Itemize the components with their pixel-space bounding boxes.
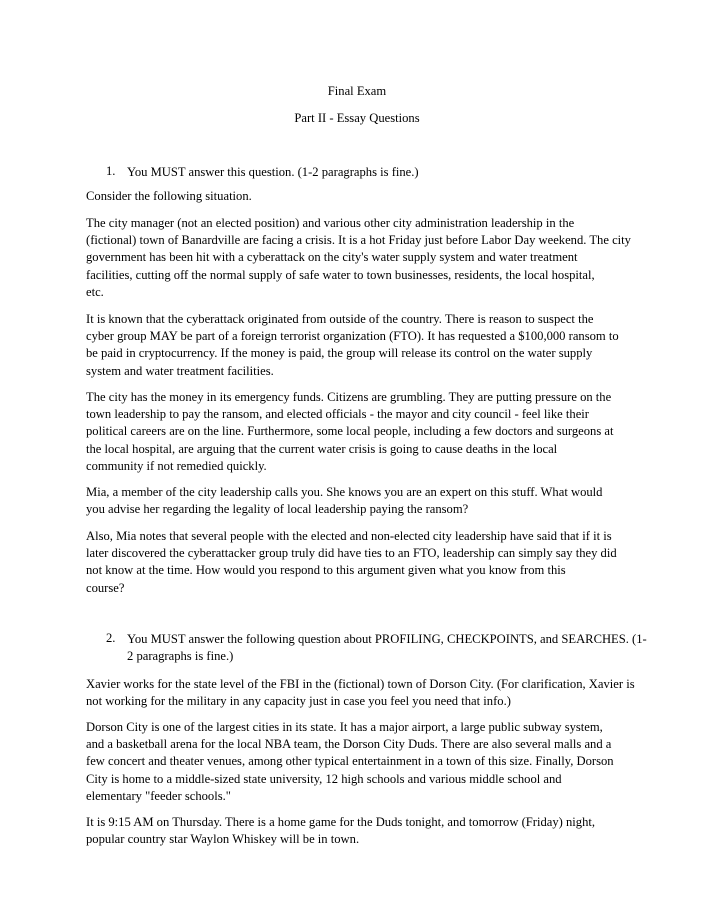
text-line: It is 9:15 AM on Thursday. There is a home game for the Duds tonight, and tomorrow (Friday) night, [86,815,596,829]
exam-subtitle: Part II - Essay Questions [294,111,420,125]
text-line: You MUST answer the following question about PROFILING, CHECKPOINTS, and SEARCHES. (1- [127,632,647,646]
text-line: etc. [86,284,104,299]
text-line: Dorson City is one of the largest cities in its state. It has a major airport, a large public subway system, [86,720,603,734]
text-line: You MUST answer this question. (1-2 paragraphs is fine.) [127,165,419,179]
text-line: not know at the time. How would you respond to this argument given what you know from this [86,563,566,578]
text-line: (fictional) town of Banardville are facing a crisis. It is a hot Friday just before Labor Day weekend. The city [86,233,631,248]
text-line: facilities, cutting off the normal supply of safe water to town businesses, residents, the local hospital, [86,267,595,282]
text-line: government has been hit with a cyberattack on the city's water supply system and water treatment [86,250,578,265]
text-line: course? [86,580,125,595]
text-line: Consider the following situation. [86,189,252,203]
text-line: Xavier works for the state level of the FBI in the (fictional) town of Dorson City. (For clarification, Xavier is [86,677,635,691]
text-line: 2 paragraphs is fine.) [127,649,234,664]
text-line: later discovered the cyberattacker group truly did have ties to an FTO, leadership can simply say they did [86,546,617,561]
text-line: not working for the military in any capacity just in case you feel you need that info.) [86,694,511,709]
paragraph [86,719,614,805]
text-line: Mia, a member of the city leadership calls you. She knows you are an expert on this stuff. What would [86,485,603,499]
text-line: City is home to a middle-sized state university, 12 high schools and various middle school and [86,771,562,786]
text-line: elementary "feeder schools." [86,788,231,803]
text-line: system and water treatment facilities. [86,363,274,378]
text-line: you advise her regarding the legality of local leadership paying the ransom? [86,502,469,517]
text-line: popular country star Waylon Whiskey will be in town. [86,832,360,847]
text-line: and a basketball arena for the local NBA team, the Dorson City Duds. There are also several malls and a [86,737,612,752]
question-1-number: 1. [106,164,116,178]
paragraph [86,484,602,518]
text-line: be paid in cryptocurrency. If the money is paid, the group will release its control on the water supply [86,346,593,361]
text-line: It is known that the cyberattack originated from outside of the country. There is reason to suspect the [86,312,594,326]
text-line: few concert and theater venues, among other typical entertainment in a town of this size. Finally, Dorson [86,754,614,769]
text-line: The city manager (not an elected position) and various other city administration leadership in the [86,216,575,230]
paragraph [86,311,619,380]
paragraph [86,676,635,710]
paragraph [86,814,595,848]
text-line: political careers are on the line. Furthermore, some local people, including a few doctors and surgeons at [86,424,614,439]
text-line: town leadership to pay the ransom, and elected officials - the mayor and city council - feel like their [86,407,589,422]
paragraph [86,188,252,205]
question-1-prompt [127,164,419,181]
exam-title: Final Exam [327,84,387,98]
text-line: The city has the money in its emergency funds. Citizens are grumbling. They are putting pressure on the [86,390,612,404]
text-line: the local hospital, are arguing that the current water crisis is going to cause deaths in the local [86,441,558,456]
paragraph [86,389,613,475]
question-2-number: 2. [106,631,116,645]
question-2-prompt [127,631,647,665]
text-line: cyber group MAY be part of a foreign terrorist organization (FTO). It has requested a $100,000 ransom to [86,329,619,344]
paragraph [86,215,631,301]
text-line: community if not remedied quickly. [86,458,267,473]
paragraph [86,528,617,597]
text-line: Also, Mia notes that several people with the elected and non-elected city leadership have said that if it is [86,529,612,543]
